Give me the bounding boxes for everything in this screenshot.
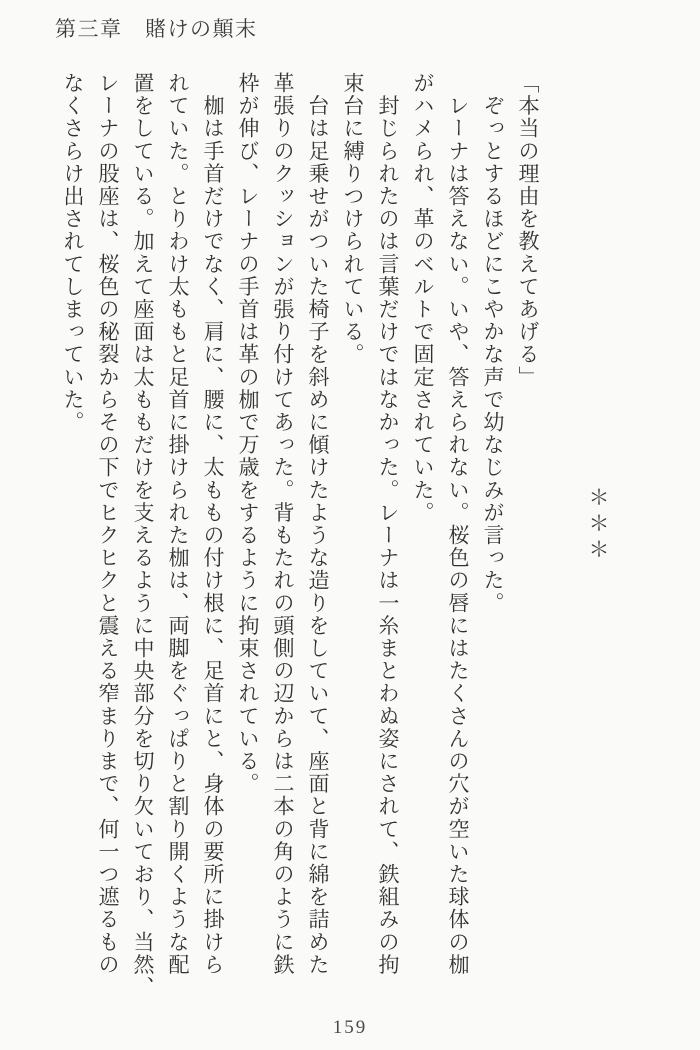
- chapter-header: 第三章 賭けの顛末: [55, 17, 258, 41]
- scene-break-separator: ＊＊＊: [586, 485, 610, 564]
- text-column: 枠が伸び、レーナの手首は革の枷で万歳をするように拘束されている。: [236, 72, 260, 796]
- text-column: なくさらけ出されてしまっていた。: [61, 72, 85, 434]
- text-column: レーナは答えない。いや、答えられない。桜色の唇にはたくさんの穴が空いた球体の枷: [446, 72, 470, 976]
- blank-column: [545, 72, 580, 977]
- text-column: 枷は手首だけでなく、肩に、腰に、太ももの付け根に、足首にと、身体の要所に掛けら: [201, 72, 225, 976]
- text-column: ぞっとするほどにこやかな声で幼なじみが言った。: [481, 72, 505, 615]
- text-column: レーナの股座は、桜色の秘裂からその下でヒクヒクと震える窄まりまで、何一つ遮るもの: [96, 72, 120, 976]
- body-text-block: [55, 72, 615, 999]
- text-column: 封じられたのは言葉だけではなかった。レーナは一糸まとわぬ姿にされて、鉄組みの拘: [376, 72, 400, 976]
- text-column: 台は足乗せがついた椅子を斜めに傾けたような造りをしていて、座面と背に綿を詰めた: [306, 72, 330, 976]
- text-column: 革張りのクッションが張り付けてあった。背もたれの頭側の辺からは二本の角のように鉄: [271, 72, 295, 976]
- text-column: 置をしている。加えて座面は太ももだけを支えるように中央部分を切り欠いており、当然、: [131, 72, 155, 999]
- text-column: がハメられ、革のベルトで固定されていた。: [411, 72, 435, 524]
- text-column: れていた。とりわけ太ももと足首に掛けられた枷は、両脚をぐっぱりと割り開くような配: [166, 72, 190, 976]
- text-column: 「本当の理由を教えてあげる」: [516, 72, 540, 389]
- text-column: 束台に縛りつけられている。: [341, 72, 365, 366]
- page-number: 159: [332, 1017, 368, 1038]
